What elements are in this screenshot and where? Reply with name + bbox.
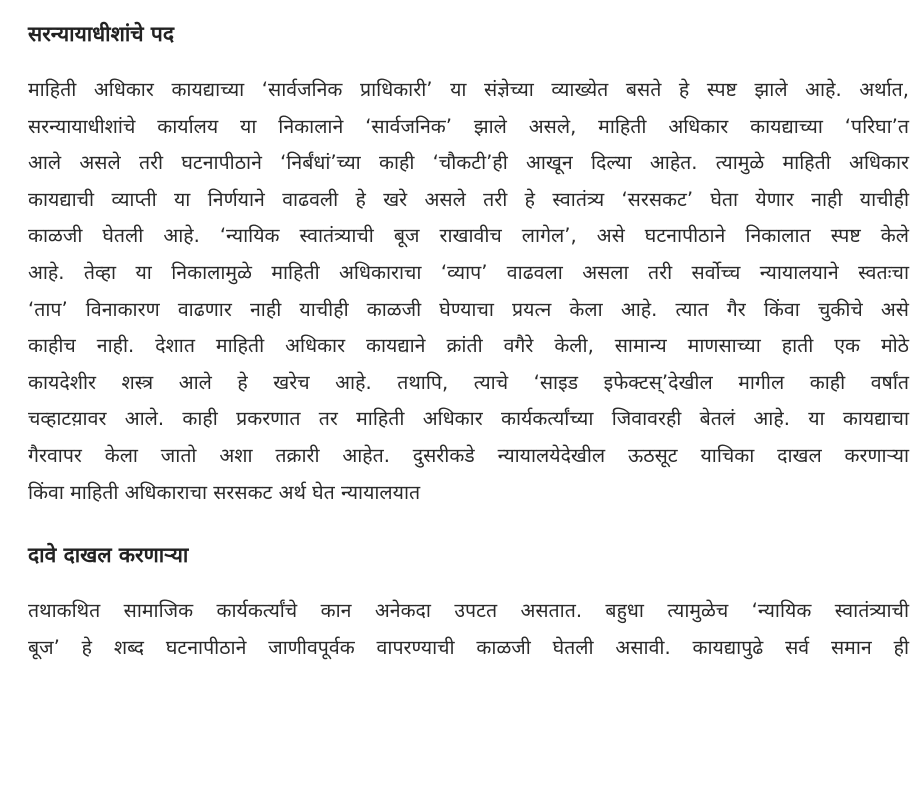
paragraph-line: कायदेशीर शस्त्र आले हे खरेच आहे. तथापि, त्याचे ‘साइड इफेक्टस्’देखील मागील काही वर्षांत (28, 370, 909, 394)
paragraph-1 (28, 72, 909, 511)
section-heading-chief-justice-post: सरन्यायाधीशांचे पद (28, 22, 175, 46)
paragraph-line: सरन्यायाधीशांचे कार्यालय या निकालाने ‘सार्वजनिक’ झाले असले, माहिती अधिकार कायद्याच्या ‘परिघा’त (28, 114, 909, 138)
paragraph-line: तथाकथित सामाजिक कार्यकर्त्यांचे कान अनेकदा उपटत असतात. बहुधा त्यामुळेच ‘न्यायिक स्वातंत्र्याची (28, 599, 909, 623)
paragraph-line: चव्हाटय़ावर आले. काही प्रकरणात तर माहिती अधिकार कार्यकर्त्यांच्या जिवावरही बेतलं आहे. या कायद्याचा (28, 407, 909, 431)
paragraph-line: बूज’ हे शब्द घटनापीठाने जाणीवपूर्वक वापरण्याची काळजी घेतली असावी. कायद्यापुढे सर्व समान ही (28, 635, 909, 659)
paragraph-line: ‘ताप’ विनाकारण वाढणार नाही याचीही काळजी घेण्याचा प्रयत्न केला आहे. त्यात गैर किंवा चुकीचे असे (28, 297, 909, 321)
paragraph-line: गैरवापर केला जातो अशा तक्रारी आहेत. दुसरीकडे न्यायालयेदेखील ऊठसूट याचिका दाखल करणाऱ्या (28, 443, 909, 467)
section-heading-litigants: दावे दाखल करणाऱ्या (28, 543, 189, 568)
paragraph-line: काळजी घेतली आहे. ‘न्यायिक स्वातंत्र्याची बूज राखावीच लागेल’, असे घटनापीठाने निकालात स्पष्ट केले (28, 224, 909, 248)
paragraph-line: आले असले तरी घटनापीठाने ‘निर्बंधां’च्या काही ‘चौकटी’ही आखून दिल्या आहेत. त्यामुळे माहिती अधिकार (28, 151, 909, 175)
paragraph-line: माहिती अधिकार कायद्याच्या ‘सार्वजनिक प्राधिकारी’ या संज्ञेच्या व्याख्येत बसते हे स्पष्ट झाले आहे. अर्थात, (28, 78, 909, 101)
paragraph-line: कायद्याची व्याप्ती या निर्णयाने वाढवली हे खरे असले तरी हे स्वातंत्र्य ‘सरसकट’ घेता येणार नाही याचीही (28, 187, 909, 211)
paragraph-line: आहे. तेव्हा या निकालामुळे माहिती अधिकाराचा ‘व्याप’ वाढवला असला तरी सर्वोच्च न्यायालयाने स्वतःचा (28, 260, 909, 284)
paragraph-line: काहीच नाही. देशात माहिती अधिकार कायद्याने क्रांती वगैरे केली, सामान्य माणसाच्या हाती एक मोठे (28, 334, 909, 358)
paragraph-line: किंवा माहिती अधिकाराचा सरसकट अर्थ घेत न्यायालयात (28, 480, 421, 504)
paragraph-2 (28, 593, 909, 666)
